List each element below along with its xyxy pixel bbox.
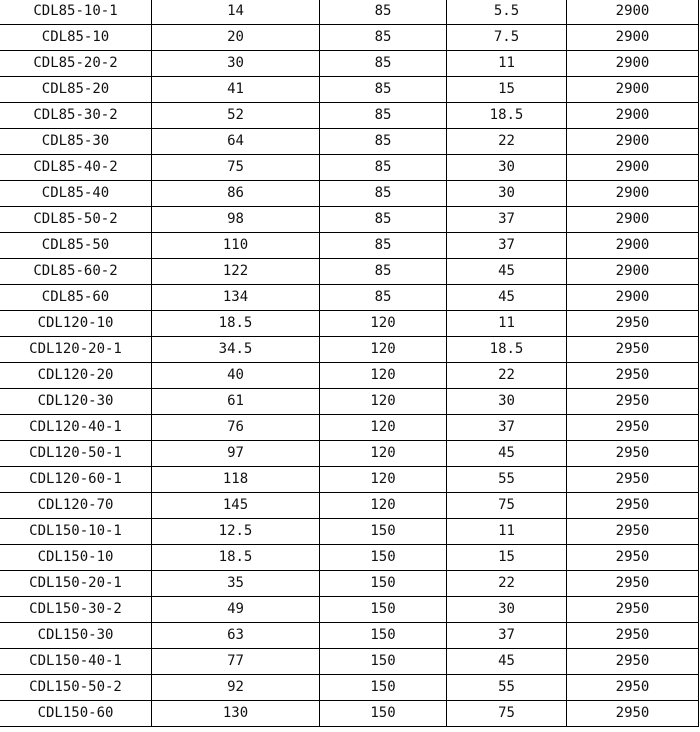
value-col4-cell: 55 xyxy=(447,675,567,701)
value-col2-cell: 145 xyxy=(152,493,320,519)
value-col5-cell: 2950 xyxy=(567,389,699,415)
value-col2-cell: 18.5 xyxy=(152,311,320,337)
table-row xyxy=(0,389,699,415)
value-col3-cell: 150 xyxy=(320,701,447,727)
value-col2-cell: 77 xyxy=(152,649,320,675)
model-cell: CDL85-30 xyxy=(0,129,152,155)
value-col5-cell: 2900 xyxy=(567,0,699,25)
value-col2-cell: 40 xyxy=(152,363,320,389)
value-col4-cell: 11 xyxy=(447,519,567,545)
model-cell: CDL120-70 xyxy=(0,493,152,519)
value-col3-cell: 120 xyxy=(320,415,447,441)
value-col2-cell: 122 xyxy=(152,259,320,285)
table-row xyxy=(0,675,699,701)
value-col5-cell: 2900 xyxy=(567,259,699,285)
value-col3-cell: 85 xyxy=(320,207,447,233)
value-col4-cell: 22 xyxy=(447,129,567,155)
value-col5-cell: 2900 xyxy=(567,285,699,311)
model-cell: CDL150-40-1 xyxy=(0,649,152,675)
value-col3-cell: 85 xyxy=(320,233,447,259)
value-col2-cell: 49 xyxy=(152,597,320,623)
value-col3-cell: 120 xyxy=(320,441,447,467)
value-col4-cell: 37 xyxy=(447,623,567,649)
value-col4-cell: 11 xyxy=(447,51,567,77)
value-col3-cell: 85 xyxy=(320,181,447,207)
model-cell: CDL85-10 xyxy=(0,25,152,51)
table-row xyxy=(0,571,699,597)
table-row xyxy=(0,77,699,103)
value-col3-cell: 120 xyxy=(320,363,447,389)
table-row xyxy=(0,0,699,25)
value-col2-cell: 86 xyxy=(152,181,320,207)
model-cell: CDL85-30-2 xyxy=(0,103,152,129)
value-col5-cell: 2900 xyxy=(567,25,699,51)
value-col5-cell: 2900 xyxy=(567,181,699,207)
model-cell: CDL150-30-2 xyxy=(0,597,152,623)
value-col2-cell: 97 xyxy=(152,441,320,467)
value-col2-cell: 18.5 xyxy=(152,545,320,571)
value-col3-cell: 150 xyxy=(320,649,447,675)
value-col3-cell: 85 xyxy=(320,51,447,77)
model-cell: CDL150-10-1 xyxy=(0,519,152,545)
model-cell: CDL85-40-2 xyxy=(0,155,152,181)
value-col3-cell: 85 xyxy=(320,103,447,129)
value-col4-cell: 18.5 xyxy=(447,337,567,363)
table-row xyxy=(0,363,699,389)
model-cell: CDL85-60 xyxy=(0,285,152,311)
value-col5-cell: 2950 xyxy=(567,545,699,571)
model-cell: CDL85-20 xyxy=(0,77,152,103)
value-col3-cell: 150 xyxy=(320,675,447,701)
value-col4-cell: 37 xyxy=(447,233,567,259)
value-col3-cell: 120 xyxy=(320,389,447,415)
value-col4-cell: 30 xyxy=(447,155,567,181)
table-row xyxy=(0,519,699,545)
value-col4-cell: 30 xyxy=(447,181,567,207)
value-col2-cell: 34.5 xyxy=(152,337,320,363)
model-cell: CDL150-60 xyxy=(0,701,152,727)
value-col2-cell: 75 xyxy=(152,155,320,181)
value-col2-cell: 41 xyxy=(152,77,320,103)
value-col3-cell: 85 xyxy=(320,129,447,155)
value-col5-cell: 2950 xyxy=(567,597,699,623)
value-col5-cell: 2950 xyxy=(567,415,699,441)
value-col5-cell: 2950 xyxy=(567,363,699,389)
table-row xyxy=(0,467,699,493)
value-col5-cell: 2950 xyxy=(567,649,699,675)
value-col5-cell: 2950 xyxy=(567,337,699,363)
value-col2-cell: 30 xyxy=(152,51,320,77)
value-col2-cell: 35 xyxy=(152,571,320,597)
value-col4-cell: 55 xyxy=(447,467,567,493)
model-cell: CDL85-60-2 xyxy=(0,259,152,285)
value-col4-cell: 7.5 xyxy=(447,25,567,51)
table-row xyxy=(0,623,699,649)
value-col3-cell: 120 xyxy=(320,337,447,363)
value-col2-cell: 20 xyxy=(152,25,320,51)
model-cell: CDL150-20-1 xyxy=(0,571,152,597)
value-col3-cell: 85 xyxy=(320,259,447,285)
model-cell: CDL85-50 xyxy=(0,233,152,259)
value-col3-cell: 85 xyxy=(320,155,447,181)
value-col3-cell: 85 xyxy=(320,285,447,311)
model-cell: CDL120-60-1 xyxy=(0,467,152,493)
model-cell: CDL150-50-2 xyxy=(0,675,152,701)
table-row xyxy=(0,441,699,467)
model-cell: CDL85-50-2 xyxy=(0,207,152,233)
value-col5-cell: 2950 xyxy=(567,467,699,493)
value-col4-cell: 37 xyxy=(447,207,567,233)
value-col2-cell: 98 xyxy=(152,207,320,233)
table-row xyxy=(0,207,699,233)
value-col3-cell: 150 xyxy=(320,519,447,545)
table-row xyxy=(0,233,699,259)
value-col4-cell: 30 xyxy=(447,389,567,415)
value-col2-cell: 63 xyxy=(152,623,320,649)
value-col4-cell: 75 xyxy=(447,701,567,727)
value-col2-cell: 61 xyxy=(152,389,320,415)
value-col2-cell: 52 xyxy=(152,103,320,129)
table-row xyxy=(0,103,699,129)
value-col5-cell: 2900 xyxy=(567,155,699,181)
table-row xyxy=(0,545,699,571)
value-col5-cell: 2900 xyxy=(567,77,699,103)
value-col2-cell: 76 xyxy=(152,415,320,441)
value-col3-cell: 120 xyxy=(320,467,447,493)
model-cell: CDL120-40-1 xyxy=(0,415,152,441)
table-row xyxy=(0,51,699,77)
model-cell: CDL85-10-1 xyxy=(0,0,152,25)
value-col4-cell: 45 xyxy=(447,441,567,467)
value-col4-cell: 45 xyxy=(447,649,567,675)
value-col3-cell: 120 xyxy=(320,493,447,519)
value-col5-cell: 2950 xyxy=(567,519,699,545)
value-col5-cell: 2900 xyxy=(567,233,699,259)
value-col4-cell: 15 xyxy=(447,545,567,571)
table-row xyxy=(0,597,699,623)
value-col5-cell: 2950 xyxy=(567,623,699,649)
table-row xyxy=(0,493,699,519)
value-col4-cell: 22 xyxy=(447,571,567,597)
value-col5-cell: 2900 xyxy=(567,103,699,129)
value-col4-cell: 45 xyxy=(447,285,567,311)
table-row xyxy=(0,649,699,675)
table-row xyxy=(0,155,699,181)
value-col3-cell: 150 xyxy=(320,623,447,649)
model-cell: CDL85-20-2 xyxy=(0,51,152,77)
model-cell: CDL120-20-1 xyxy=(0,337,152,363)
value-col3-cell: 150 xyxy=(320,571,447,597)
value-col5-cell: 2950 xyxy=(567,311,699,337)
value-col3-cell: 85 xyxy=(320,0,447,25)
value-col2-cell: 134 xyxy=(152,285,320,311)
value-col4-cell: 11 xyxy=(447,311,567,337)
model-cell: CDL120-20 xyxy=(0,363,152,389)
value-col2-cell: 12.5 xyxy=(152,519,320,545)
model-cell: CDL85-40 xyxy=(0,181,152,207)
value-col5-cell: 2900 xyxy=(567,51,699,77)
table-row xyxy=(0,285,699,311)
table-row xyxy=(0,181,699,207)
table-row xyxy=(0,129,699,155)
value-col5-cell: 2950 xyxy=(567,571,699,597)
table-row xyxy=(0,701,699,727)
value-col4-cell: 75 xyxy=(447,493,567,519)
model-cell: CDL150-30 xyxy=(0,623,152,649)
value-col2-cell: 14 xyxy=(152,0,320,25)
model-cell: CDL120-10 xyxy=(0,311,152,337)
value-col5-cell: 2950 xyxy=(567,701,699,727)
value-col4-cell: 22 xyxy=(447,363,567,389)
value-col3-cell: 120 xyxy=(320,311,447,337)
value-col4-cell: 37 xyxy=(447,415,567,441)
value-col3-cell: 85 xyxy=(320,77,447,103)
value-col5-cell: 2900 xyxy=(567,207,699,233)
value-col4-cell: 30 xyxy=(447,597,567,623)
value-col4-cell: 5.5 xyxy=(447,0,567,25)
value-col2-cell: 92 xyxy=(152,675,320,701)
value-col4-cell: 18.5 xyxy=(447,103,567,129)
model-cell: CDL120-50-1 xyxy=(0,441,152,467)
table-row xyxy=(0,415,699,441)
value-col3-cell: 150 xyxy=(320,545,447,571)
table-row xyxy=(0,259,699,285)
table-row xyxy=(0,25,699,51)
value-col5-cell: 2900 xyxy=(567,129,699,155)
value-col3-cell: 85 xyxy=(320,25,447,51)
value-col5-cell: 2950 xyxy=(567,493,699,519)
value-col2-cell: 118 xyxy=(152,467,320,493)
value-col5-cell: 2950 xyxy=(567,441,699,467)
value-col4-cell: 15 xyxy=(447,77,567,103)
value-col2-cell: 130 xyxy=(152,701,320,727)
model-cell: CDL120-30 xyxy=(0,389,152,415)
model-cell: CDL150-10 xyxy=(0,545,152,571)
table-row xyxy=(0,337,699,363)
value-col4-cell: 45 xyxy=(447,259,567,285)
value-col3-cell: 150 xyxy=(320,597,447,623)
value-col2-cell: 64 xyxy=(152,129,320,155)
value-col2-cell: 110 xyxy=(152,233,320,259)
value-col5-cell: 2950 xyxy=(567,675,699,701)
table-row xyxy=(0,311,699,337)
